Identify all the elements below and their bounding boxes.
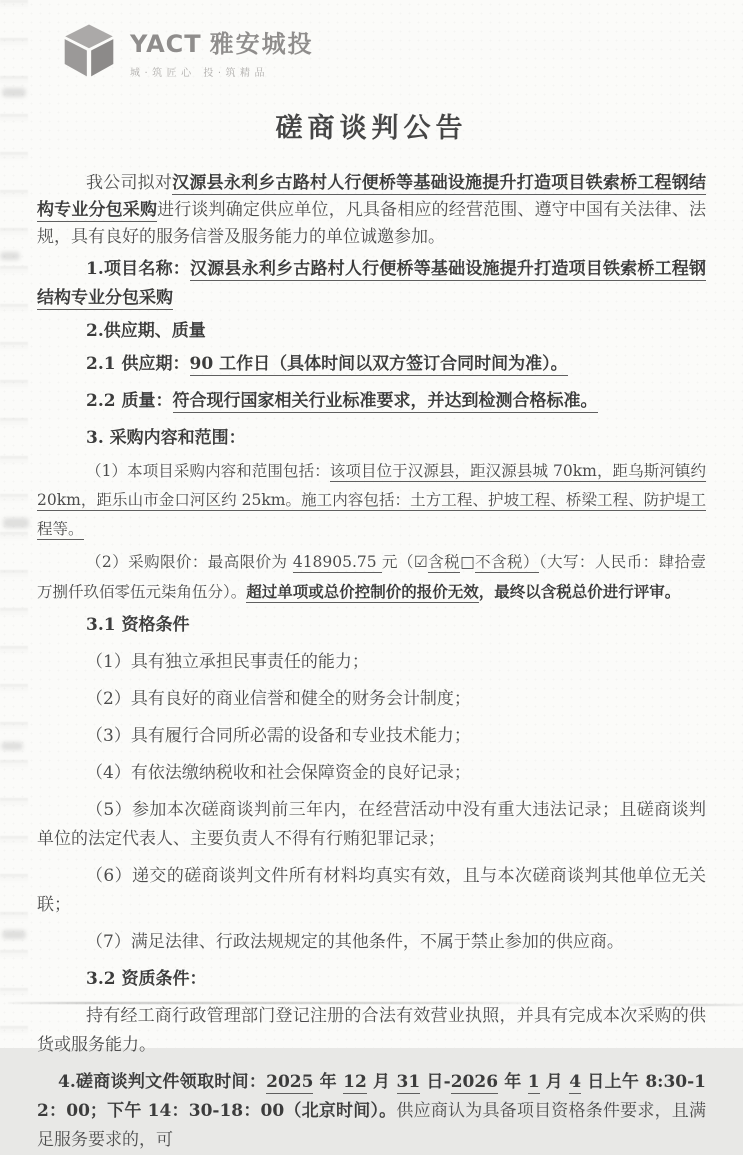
paragraph-qualification-4 [37,759,706,788]
text-run: 我公司拟对 [86,173,173,193]
logo-text [130,24,314,79]
text-run: 月 [366,1072,397,1092]
text-run: □ [460,553,476,571]
scan-smudge [2,930,26,939]
paragraph-qualification-3 [37,722,706,751]
paragraph-qualification-7 [37,928,706,957]
text-run: （5）参加本次磋商谈判前三年内，在经营活动中没有重大违法记录；且磋商谈判单位的法定代表人、主要负责人不得有行贿犯罪记录； [37,800,706,849]
text-run: ，最终以含税总价进行评审。 [478,582,681,601]
document-title: 磋商谈判公告 [275,113,468,144]
text-run: 2.1 供应期： [86,354,190,374]
paragraph-item-2-2-quality [37,387,706,416]
text-run: 日- [420,1072,451,1092]
text-run: 2025 [266,1072,314,1092]
text-run: 1 [527,1072,540,1092]
text-run: 3. 采购内容和范围： [86,428,246,448]
text-run: （2）采购限价：最高限价为 [86,553,293,571]
text-run: 3.2 资质条件： [86,969,207,989]
text-run: 年 [313,1072,344,1092]
text-run: 进行谈判确定供应单位，凡具备相应的经营范围、遵守中国有关法律、法规，具有良好的服务信誉及服务能力的单位诚邀参加。 [37,200,707,247]
text-run: 12 [343,1072,367,1092]
text-run: （7）满足法律、行政法规规定的其他条件，不属于禁止参加的供应商。 [86,932,624,952]
scan-smudge [2,88,26,97]
logo-cn-name: 雅安城投 [209,29,314,58]
text-run: 3.1 资格条件 [86,615,190,635]
text-run: 该项目位于汉源县，距汉源县城 70km，距乌斯河镇约 20km，距乐山市金口河区约 25km。施工内容包括：土方工程、护坡工程、桥梁工程、防护堤工程等。 [37,462,706,538]
paragraph-qualification-6 [37,862,706,920]
company-logo [62,22,314,80]
text-run: 超过单项或总价控制价的报价无效 [246,582,479,601]
text-run: 2.供应期、质量 [86,321,206,341]
scan-smudge [0,252,20,260]
text-run: 含税 [427,553,461,571]
paragraph-qualification-5 [37,796,706,854]
text-run: （2）具有良好的商业信誉和健全的财务会计制度； [86,689,471,709]
paragraph-section-3-1-qualification [37,611,706,640]
document-blocks [0,170,743,1155]
paragraph-item-3-scope-2 [37,548,706,607]
text-run: 年 [498,1072,528,1092]
paragraph-item-3-scope [37,424,706,453]
text-run: （3）具有履行合同所必需的设备和专业技术能力； [86,726,471,746]
text-run: 418905.75 [292,553,383,571]
logo-acronym: YACT [130,29,202,58]
paragraph-item-2-1-supply-period [37,350,706,379]
scan-smudge [3,518,29,528]
scan-fold-line [8,1002,548,1004]
paragraph-credentials-body [37,1002,706,1060]
text-run: 月 [539,1072,570,1092]
text-run: （1）本项目采购内容和范围包括： [86,462,330,480]
text-run: 1.项目名称： [86,259,190,279]
paragraph-item-4-document-pickup-time [37,1068,706,1155]
paragraph-item-2-supply-quality [37,317,706,346]
paragraph-section-3-2-credentials [37,965,706,994]
text-run: 汉源县永利乡古路村人行便桥等基础设施提升打造项目铁索桥工程钢结构专业分包采购 [37,173,707,220]
text-run: 汉源县永利乡古路村人行便桥等基础设施提升打造项目铁索桥工程钢结构专业分包采购 [37,259,707,308]
text-run: （6）递交的磋商谈判文件所有材料均真实有效，且与本次磋商谈判其他单位无关联； [37,866,706,915]
paragraph-intro [37,170,706,251]
text-run: 4 [569,1072,582,1092]
text-run: （4）有依法缴纳税收和社会保障资金的良好记录； [86,763,471,783]
cube-3d-icon [62,22,116,80]
text-run: 31 [396,1072,421,1092]
text-run: 供应商认为具备项目资格条件要求，且满足服务要求的，可 [37,1101,707,1150]
paragraph-qualification-1 [37,648,706,677]
scan-smudge [1,742,23,750]
text-run: 2026 [450,1072,499,1092]
text-run: （大写：人民币：肆拾壹万捌仟玖佰零伍元柒角伍分）。 [37,553,706,601]
text-run: 符合现行国家相关行业标准要求，并达到检测合格标准。 [172,391,598,411]
text-run: 持有经工商行政管理部门登记注册的合法有效营业执照，并具有完成本次采购的供货或服务能力。 [37,1006,706,1055]
text-run: （1）具有独立承担民事责任的能力； [86,652,369,672]
text-run: 元（☑ [382,553,428,571]
logo-tagline: 城·筑匠心 投·筑精品 [130,67,270,79]
paragraph-item-3-scope-1 [37,457,706,544]
text-run: 不含税） [475,553,539,571]
logo-name [130,24,314,59]
text-run: 90 工作日（具体时间以双方签订合同时间为准）。 [189,354,568,374]
text-run: 4.磋商谈判文件领取时间： [58,1072,267,1092]
paragraph-item-1-project-name [37,255,706,313]
scan-fold-line [620,1004,743,1006]
text-run: 日上午 8:30-12：00；下午 14：30-18：00（北京时间）。 [37,1072,706,1121]
paragraph-qualification-2 [37,685,706,714]
text-run: 2.2 质量： [86,391,173,411]
